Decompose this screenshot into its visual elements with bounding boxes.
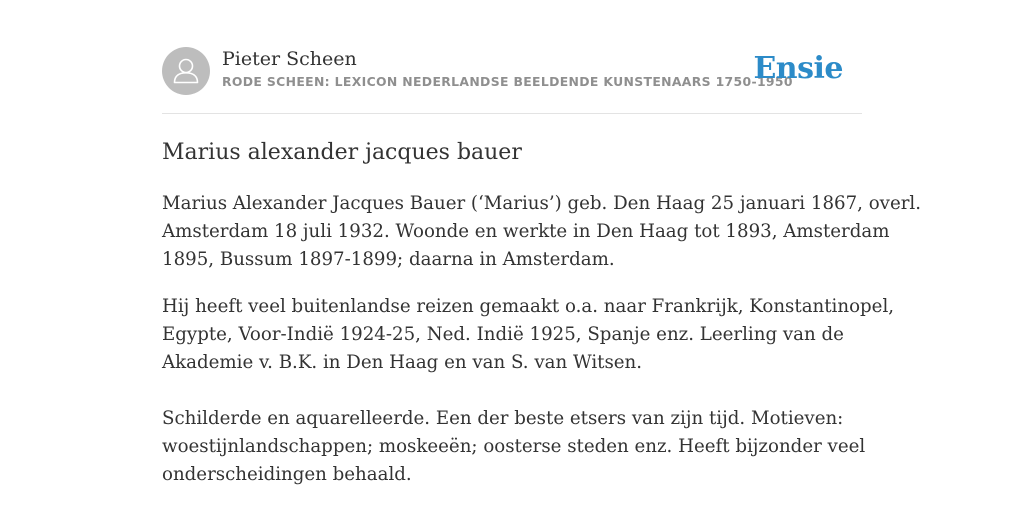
article-title: Marius alexander jacques bauer — [162, 140, 522, 165]
paragraph-line: Egypte, Voor-Indië 1924-25, Ned. Indië 1925, Spanje enz. Leerling van de — [162, 324, 844, 345]
paragraph-line: Amsterdam 18 juli 1932. Woonde en werkte in Den Haag tot 1893, Amsterdam — [162, 221, 890, 242]
author-name[interactable]: Pieter Scheen — [222, 48, 357, 70]
definition-card — [162, 0, 922, 512]
author-avatar[interactable] — [162, 47, 210, 95]
paragraph-line: Marius Alexander Jacques Bauer (‘Marius’) geb. Den Haag 25 januari 1867, overl. — [162, 193, 922, 214]
paragraph-3 — [162, 405, 866, 489]
paragraph-line: 1895, Bussum 1897-1899; daarna in Amsterdam. — [162, 249, 615, 270]
source-title[interactable]: RODE SCHEEN: LEXICON NEDERLANDSE BEELDENDE KUNSTENAARS 1750-1950 — [222, 74, 793, 89]
paragraph-1 — [162, 190, 922, 274]
user-silhouette-icon — [162, 47, 210, 95]
paragraph-line: Schilderde en aquarelleerde. Een der beste etsers van zijn tijd. Motieven: — [162, 408, 844, 429]
paragraph-2 — [162, 293, 895, 377]
author-header — [162, 47, 862, 95]
header-divider — [162, 113, 862, 114]
paragraph-line: onderscheidingen behaald. — [162, 464, 412, 485]
paragraph-line: Akademie v. B.K. in Den Haag en van S. van Witsen. — [162, 352, 643, 373]
paragraph-line: woestijnlandschappen; moskeeën; oosterse steden enz. Heeft bijzonder veel — [162, 436, 866, 457]
paragraph-line: Hij heeft veel buitenlandse reizen gemaakt o.a. naar Frankrijk, Konstantinopel, — [162, 296, 895, 317]
ensie-logo[interactable]: Ensie — [753, 51, 843, 86]
